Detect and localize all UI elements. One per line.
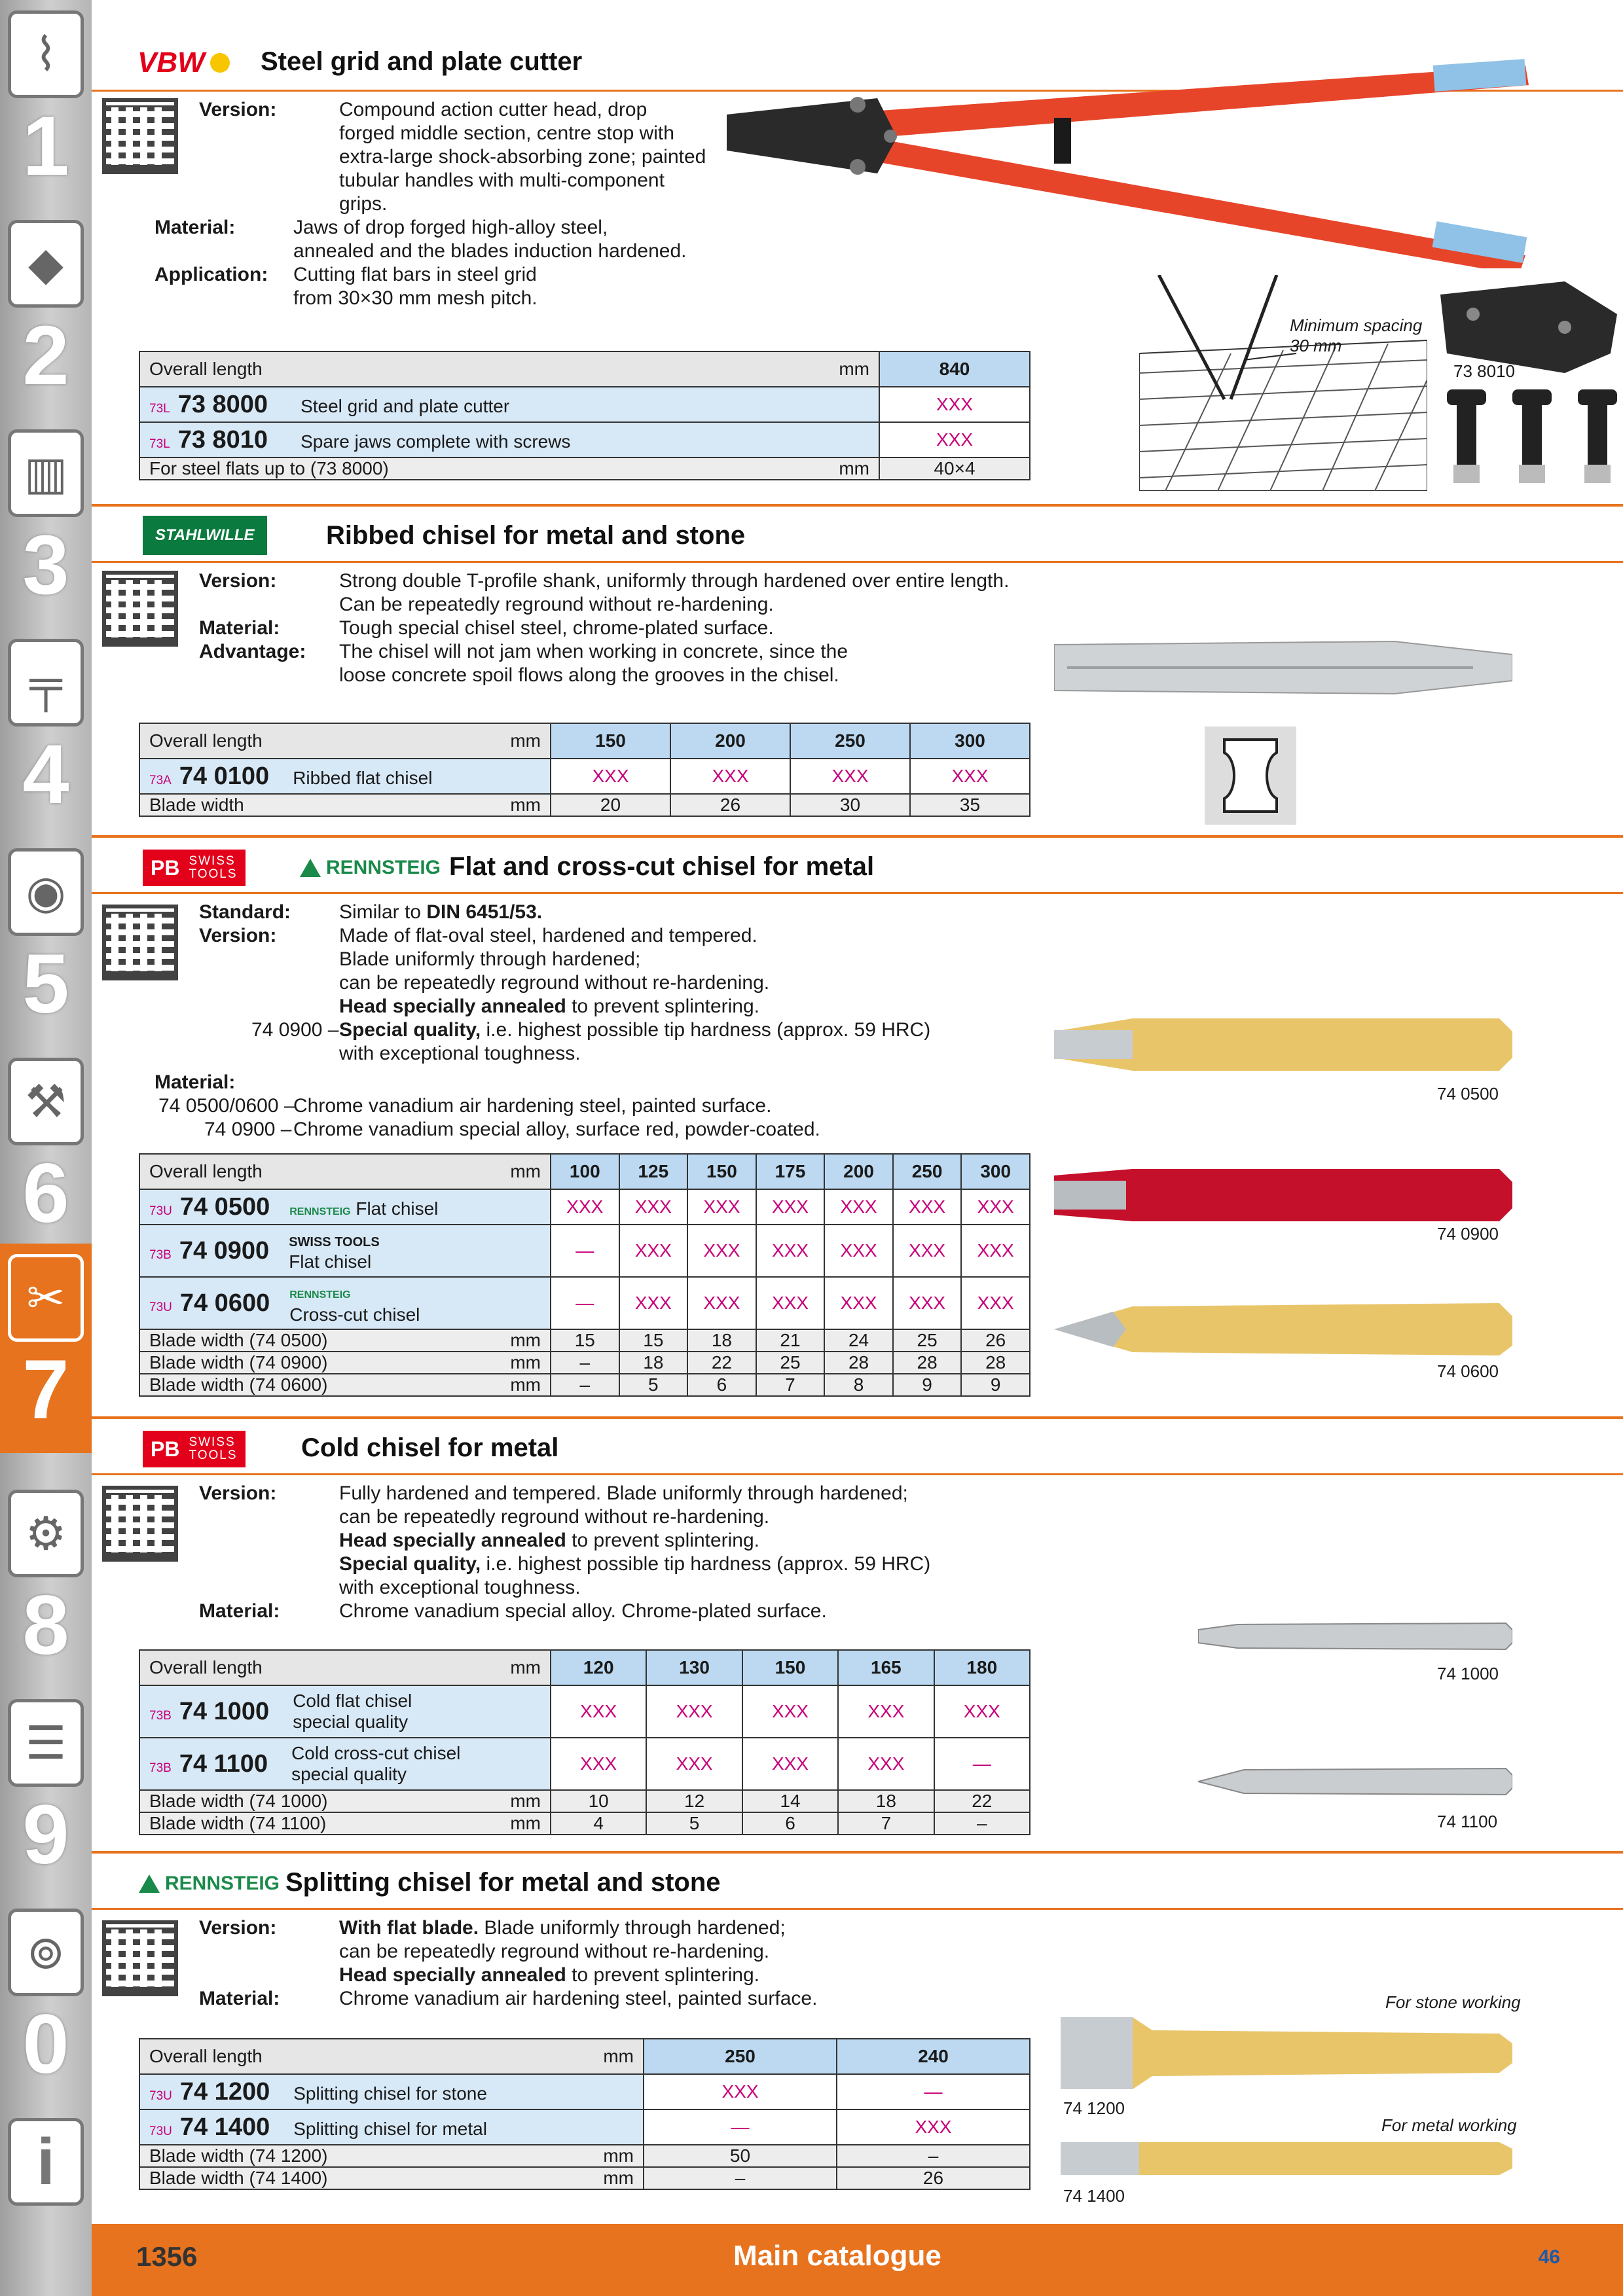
section-title: Ribbed chisel for metal and stone — [326, 521, 746, 550]
section-title: Flat and cross-cut chisel for metal — [449, 852, 875, 881]
usage-caption: For metal working — [1381, 2115, 1517, 2135]
section-header — [92, 1416, 1623, 1475]
table-row[interactable]: 73B 74 0900 SWISS TOOLS Flat chisel — XXX XXX XXX XXX XXX XXX — [139, 1225, 1030, 1277]
article-number: 74 1400 — [179, 2113, 270, 2141]
article-number: 74 1000 — [179, 1697, 270, 1725]
side-tab-9[interactable] — [0, 1689, 92, 1898]
side-tab-7-active[interactable] — [0, 1244, 92, 1453]
qr-code-icon[interactable] — [102, 905, 178, 980]
tool-holder-icon: ▥ — [24, 448, 68, 499]
min-spacing-caption: Minimum spacing 30 mm — [1290, 315, 1423, 355]
side-tab-2[interactable] — [0, 209, 92, 419]
table-row[interactable]: 73A 74 0100 Ribbed flat chisel XXX XXX XXX XXX — [139, 759, 1030, 794]
special-quality-text: Special quality, i.e. highest possible tip hardness (approx. 59 HRC) with exceptional toughness. — [339, 1019, 931, 1064]
material-prefix: 74 0500/0600 – — [158, 1095, 295, 1117]
cutting-insert-icon: ◆ — [28, 238, 64, 289]
section-title: Splitting chisel for metal and stone — [285, 1868, 721, 1897]
article-description: Cold cross-cut chisel special quality — [291, 1743, 461, 1784]
article-number: 74 0900 — [179, 1236, 270, 1265]
table-row[interactable]: 73U 74 0600 RENNSTEIG Cross-cut chisel — XXX XXX XXX XXX XXX XXX — [139, 1277, 1030, 1329]
drill-bit-icon: ⌇ — [34, 29, 58, 80]
product-table: Overall length mm 150 200 250 300 73A 74 0100 Ribbed flat chisel XXX XXX XXX XXX Blade width mm 20 26 30 35 — [139, 723, 1030, 817]
qr-code-icon[interactable] — [102, 1920, 178, 1996]
table-row[interactable]: 73L 73 8000 Steel grid and plate cutter XXX — [139, 387, 1030, 422]
version-label: Version: — [199, 925, 277, 946]
footer-value: 40×4 — [879, 457, 1030, 480]
side-tab-3[interactable] — [0, 419, 92, 628]
price-cell: XXX — [879, 387, 1030, 422]
ribbed-chisel-image — [1054, 635, 1512, 700]
side-tab-number: 6 — [22, 1147, 69, 1240]
vbw-logo — [137, 45, 230, 81]
brand-name: VBW — [137, 46, 205, 79]
header-label: Overall length mm — [139, 1650, 551, 1685]
pliers-icon: ✂ — [26, 1272, 65, 1323]
version-text: Fully hardened and tempered. Blade uniformly through hardened; can be repeatedly reground without re-hardening. Head specially annealed to prevent splintering. Special quality, i.e. highest possible tip hardness (approx. 59 HRC) with exceptional toughness. — [339, 1482, 931, 1598]
image-caption: 74 1000 — [1437, 1664, 1499, 1683]
safety-glasses-icon: ⊚ — [26, 1927, 65, 1978]
table-row[interactable]: 73U 74 1400 Splitting chisel for metal — XXX — [139, 2109, 1030, 2145]
article-number: 74 0100 — [179, 762, 270, 790]
material-text: Tough special chisel steel, chrome-plated surface. — [339, 617, 774, 639]
product-table: Overall length mm 250 240 73U 74 1200 Splitting chisel for stone XXX — 73U 74 1400 Splitting chisel for metal — XXX Blade width (74 1200) mm 50 – Blade width (74 1400) mm – 26 — [139, 2038, 1030, 2190]
caliper-icon: ╤ — [29, 657, 62, 708]
catalogue-title: Main catalogue — [733, 2240, 941, 2272]
section-title: Steel grid and plate cutter — [261, 47, 583, 76]
article-description: Cross-cut chisel — [289, 1304, 420, 1325]
section-header — [92, 504, 1623, 563]
side-tab-5[interactable] — [0, 838, 92, 1047]
spare-jaws-image — [1434, 275, 1623, 491]
qr-code-icon[interactable] — [102, 1486, 178, 1562]
side-tab-bar — [0, 0, 92, 2296]
article-number: 73 8000 — [177, 390, 268, 418]
special-quality-prefix: 74 0900 – — [251, 1019, 339, 1041]
image-caption: 73 8010 — [1453, 361, 1515, 381]
material-text: Chrome vanadium air hardening steel, painted surface. — [339, 1988, 818, 2009]
price-cell: XXX — [879, 422, 1030, 457]
profile-cross-section-image — [1205, 726, 1296, 825]
standard-label: Standard: — [199, 901, 291, 923]
table-row[interactable]: 73B 74 1100 Cold cross-cut chisel special quality XXX XXX XXX XXX — — [139, 1738, 1030, 1790]
side-tab-number: 3 — [22, 518, 69, 612]
article-description: Cold flat chisel special quality — [293, 1691, 412, 1732]
product-table: Overall length mm 120 130 150 165 180 73B 74 1000 Cold flat chisel special quality XXX XXX XXX XXX XXX 73B 74 1100 Cold cross-cut chisel special quality XXX XXX XXX XXX — Blade width (74 1000) mm 10 12 14 18 22 Blade width (74 1100) mm 4 5 6 7 – — [139, 1649, 1030, 1835]
material-label: Material: — [155, 217, 236, 238]
rennsteig-triangle-icon — [300, 859, 321, 877]
stahlwille-logo: STAHLWILLE — [143, 516, 267, 555]
material-text: Chrome vanadium special alloy, surface red, powder-coated. — [293, 1119, 820, 1140]
article-number: 74 0600 — [179, 1289, 270, 1317]
version-text: With flat blade. Blade uniformly through hardened; can be repeatedly reground without re-hardening. Head specially annealed to prevent splintering. — [339, 1917, 786, 1986]
material-label: Material: — [155, 1071, 236, 1093]
side-tab-number: 8 — [22, 1579, 69, 1672]
article-number: 73 8010 — [177, 425, 268, 454]
material-label: Material: — [199, 1988, 280, 2009]
header-label: Overall length mm — [139, 351, 879, 387]
side-tab-6[interactable] — [0, 1047, 92, 1257]
version-text: Made of flat-oval steel, hardened and tempered. Blade uniformly through hardened; can be repeatedly reground without re-hardening. Head specially annealed to prevent splintering. — [339, 925, 770, 1017]
grinding-disc-icon: ◉ — [26, 867, 66, 918]
side-tab-number: 2 — [22, 309, 69, 403]
article-description: Splitting chisel for stone — [293, 2083, 487, 2104]
article-description: Flat chisel — [289, 1251, 372, 1272]
table-row[interactable]: 73B 74 1000 Cold flat chisel special quality XXX XXX XXX XXX XXX — [139, 1685, 1030, 1738]
qr-code-icon[interactable] — [102, 98, 178, 174]
section-number: 46 — [1538, 2246, 1560, 2268]
splitting-chisel-stone-image — [1061, 2017, 1512, 2089]
version-text: Strong double T-profile shank, uniformly through hardened over entire length. Can be repeatedly reground without re-hardening. — [339, 570, 1010, 615]
workshop-tools-icon: ⚙ — [25, 1508, 67, 1559]
advantage-label: Advantage: — [199, 641, 306, 662]
grid-spacing-diagram — [1139, 275, 1427, 491]
table-row[interactable]: 73U 74 1200 Splitting chisel for stone XXX — — [139, 2074, 1030, 2109]
vbw-dot-icon — [210, 53, 230, 73]
section-title: Cold chisel for metal — [301, 1433, 559, 1462]
side-tab-0[interactable] — [0, 1898, 92, 2108]
side-tab-number: 5 — [22, 937, 69, 1031]
side-tab-number: 4 — [22, 728, 69, 821]
material-label: Material: — [199, 1600, 280, 1622]
image-caption: 74 1200 — [1063, 2098, 1125, 2118]
material-text: Chrome vanadium air hardening steel, painted surface. — [293, 1095, 772, 1117]
application-label: Application: — [155, 264, 268, 285]
pb-swiss-tools-logo: PB SWISS TOOLS — [143, 1431, 246, 1467]
material-text: Chrome vanadium special alloy. Chrome-plated surface. — [339, 1600, 827, 1622]
image-caption: 74 0600 — [1437, 1361, 1499, 1381]
side-tab-8[interactable] — [0, 1479, 92, 1689]
article-description: Steel grid and plate cutter — [301, 395, 510, 416]
rennsteig-logo: RENNSTEIG — [300, 850, 441, 886]
side-tab-4[interactable] — [0, 628, 92, 838]
article-number: 74 1200 — [179, 2077, 270, 2106]
application-text: Cutting flat bars in steel grid from 30×30 mm mesh pitch. — [293, 264, 538, 309]
table-row[interactable]: 73L 73 8010 Spare jaws complete with screws XXX — [139, 422, 1030, 457]
article-description: Spare jaws complete with screws — [301, 431, 571, 452]
spanner-icon: ⚒ — [25, 1076, 67, 1127]
splitting-chisel-metal-image — [1061, 2139, 1512, 2178]
article-description: Flat chisel — [356, 1198, 439, 1219]
footer-label: For steel flats up to (73 8000) mm — [139, 457, 879, 480]
grid-cutter-image — [714, 52, 1623, 268]
material-prefix: 74 0900 – — [204, 1119, 292, 1140]
rennsteig-logo: RENNSTEIG — [139, 1865, 280, 1902]
rennsteig-triangle-icon — [139, 1874, 160, 1893]
image-caption: 74 1100 — [1437, 1812, 1498, 1831]
crosscut-chisel-image — [1054, 1293, 1512, 1365]
tool-cabinet-icon: ☰ — [25, 1717, 67, 1768]
version-label: Version: — [199, 570, 277, 592]
flat-chisel-yellow-image — [1054, 1012, 1512, 1077]
material-text: Jaws of drop forged high-alloy steel, annealed and the blades induction hardened. — [293, 217, 687, 262]
page-number: 1356 — [136, 2241, 198, 2272]
header-label: Overall length mm — [139, 1154, 551, 1189]
header-label: Overall length mm — [139, 2039, 644, 2074]
header-label: Overall length mm — [139, 723, 551, 759]
side-tab-number: 7 — [22, 1343, 69, 1437]
table-row[interactable]: 73U 74 0500 RENNSTEIG Flat chisel XXX XXX XXX XXX XXX XXX XXX — [139, 1189, 1030, 1225]
version-label: Version: — [199, 1482, 277, 1504]
advantage-text: The chisel will not jam when working in concrete, since the loose concrete spoil flows along the grooves in the chisel. — [339, 641, 848, 686]
section-header — [92, 1851, 1623, 1910]
side-tab-1[interactable] — [0, 0, 92, 209]
page-footer — [92, 2224, 1623, 2296]
version-text: Compound action cutter head, drop forged middle section, centre stop with extra-large shock-absorbing zone; painted tubular handles with multi-component grips. — [339, 99, 706, 215]
image-caption: 74 0900 — [1437, 1224, 1499, 1244]
cold-crosscut-chisel-image — [1198, 1762, 1512, 1801]
section-header — [92, 835, 1623, 894]
article-number: 74 0500 — [179, 1193, 270, 1221]
image-caption: 74 1400 — [1063, 2186, 1125, 2206]
usage-caption: For stone working — [1385, 1992, 1521, 2012]
article-number: 74 1100 — [179, 1749, 268, 1778]
side-tab-info[interactable] — [0, 2108, 92, 2224]
flat-chisel-red-image — [1054, 1162, 1512, 1228]
material-label: Material: — [199, 617, 280, 639]
side-tab-number: 1 — [22, 99, 69, 193]
header-value: 840 — [879, 351, 1030, 387]
side-tab-number: 0 — [22, 1998, 69, 2091]
article-description: Ribbed flat chisel — [293, 767, 433, 788]
info-icon: i — [37, 2125, 55, 2198]
cold-flat-chisel-image — [1198, 1617, 1512, 1656]
article-description: Splitting chisel for metal — [293, 2118, 487, 2139]
product-table — [139, 351, 1030, 480]
image-caption: 74 0500 — [1437, 1084, 1499, 1103]
pb-swiss-tools-logo: PB SWISS TOOLS — [143, 850, 246, 886]
qr-code-icon[interactable] — [102, 571, 178, 647]
side-tab-number: 9 — [22, 1788, 69, 1882]
product-table: Overall length mm 100 125 150 175 200 250 300 73U 74 0500 RENNSTEIG Flat chisel XXX XXX XXX XXX XXX XXX XXX 73B 74 0900 SWISS TOOLS Flat chisel — XXX XXX XXX XXX XXX XXX 73U 74 0600 RENNSTEIG Cross-cut chisel — XXX XXX XXX XXX XXX XXX Blade width (74 0500) mm 15 15 18 21 24 25 26 Blade width (74 0900) mm – 18 22 25 28 28 28 Blade width (74 0600) mm – 5 6 7 8 9 9 — [139, 1153, 1030, 1397]
version-label: Version: — [199, 99, 277, 120]
version-label: Version: — [199, 1917, 277, 1939]
standard-text: Similar to DIN 6451/53. — [339, 901, 543, 923]
